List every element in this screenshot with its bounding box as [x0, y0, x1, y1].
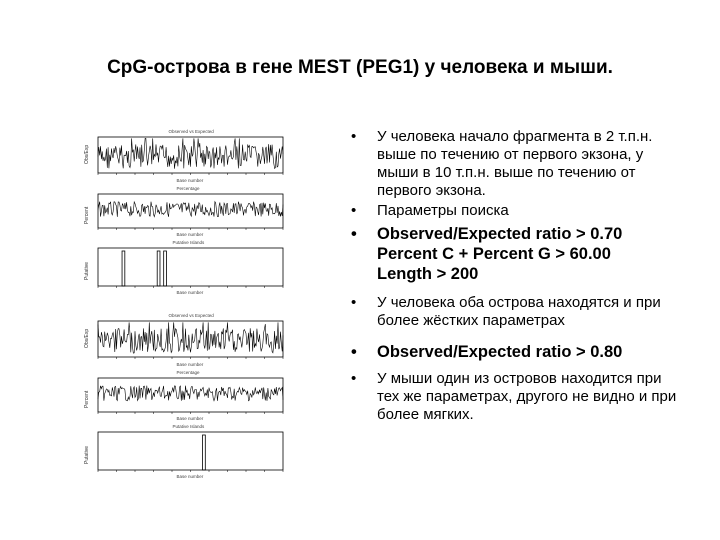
bullet-dot: • [351, 294, 357, 311]
bullet-dot: • [351, 343, 357, 361]
human-percent-xcaption: Base number [176, 232, 204, 237]
bullet-list [345, 128, 685, 424]
human-putative-ylabel: Putative [84, 261, 90, 280]
bullet-item-strict-ratio [345, 342, 685, 362]
human-putative-frame [98, 248, 283, 286]
param-line: Observed/Expected ratio > 0.70 [377, 225, 623, 243]
mouse-putative-xcaption: Base number [176, 474, 204, 479]
mouse-percent-xcaption: Base number [176, 416, 204, 421]
human-island-bar [157, 251, 160, 286]
mouse-obsexp-title: Observed vs Expected [168, 313, 214, 318]
bullet-item-human-islands [345, 294, 685, 330]
human-island-bar [122, 251, 125, 286]
human-obsexp-xcaption: Base number [176, 178, 204, 183]
mouse-percent-frame [98, 378, 283, 412]
bullet-text: У человека начало фрагмента в 2 т.п.н. выше по течению от первого экзона, у мыши в 10 т.п.н. выше по течению от первого экзона. [377, 128, 653, 199]
bullet-text: У человека оба острова находятся и при более жёстких параметрах [377, 294, 661, 329]
bullet-dot: • [351, 225, 357, 243]
human-percent-trace [98, 202, 283, 217]
human-island-bar [164, 251, 167, 286]
bullet-dot: • [351, 370, 357, 387]
mouse-putative-ylabel: Putative [84, 445, 90, 464]
slide-title: CpG-острова в гене MEST (PEG1) у человека и мыши. [107, 57, 613, 78]
bullet-item-mouse-islands [345, 370, 685, 424]
human-obsexp-ylabel: Obs/Exp [84, 144, 90, 164]
human-percent-frame [98, 194, 283, 228]
param-line: Length > 200 [377, 265, 479, 283]
mouse-island-bar [203, 435, 206, 470]
human-percent-ylabel: Percent [84, 206, 90, 224]
bullet-item-search-params [345, 202, 685, 220]
bullet-text: Параметры поиска [377, 202, 509, 219]
param-line: Percent C + Percent G > 60.00 [377, 245, 611, 263]
human-putative-xcaption: Base number [176, 290, 204, 295]
bullet-dot: • [351, 128, 357, 145]
mouse-putative-frame [98, 432, 283, 470]
human-percent-title: Percentage [176, 186, 200, 191]
human-putative-title: Putative Islands [172, 240, 205, 245]
cpg-plots-figure [60, 120, 320, 500]
mouse-percent-ylabel: Percent [84, 390, 90, 408]
mouse-obsexp-trace [98, 322, 283, 353]
mouse-obsexp-ylabel: Obs/Exp [84, 328, 90, 348]
bullet-text: Observed/Expected ratio > 0.80 [377, 343, 623, 361]
mouse-percent-trace [98, 386, 283, 401]
bullet-dot: • [351, 202, 357, 219]
bullet-item-param-values [345, 224, 685, 284]
human-obsexp-title: Observed vs Expected [168, 129, 214, 134]
cpg-plots-svg [60, 120, 320, 500]
mouse-percent-title: Percentage [176, 370, 200, 375]
mouse-putative-title: Putative Islands [172, 424, 205, 429]
bullet-item-fragment-start [345, 128, 685, 200]
mouse-obsexp-xcaption: Base number [176, 362, 204, 367]
bullet-text: У мыши один из островов находится при тех же параметрах, другого не видно и при более мягких. [377, 370, 677, 423]
human-obsexp-trace [98, 138, 283, 168]
